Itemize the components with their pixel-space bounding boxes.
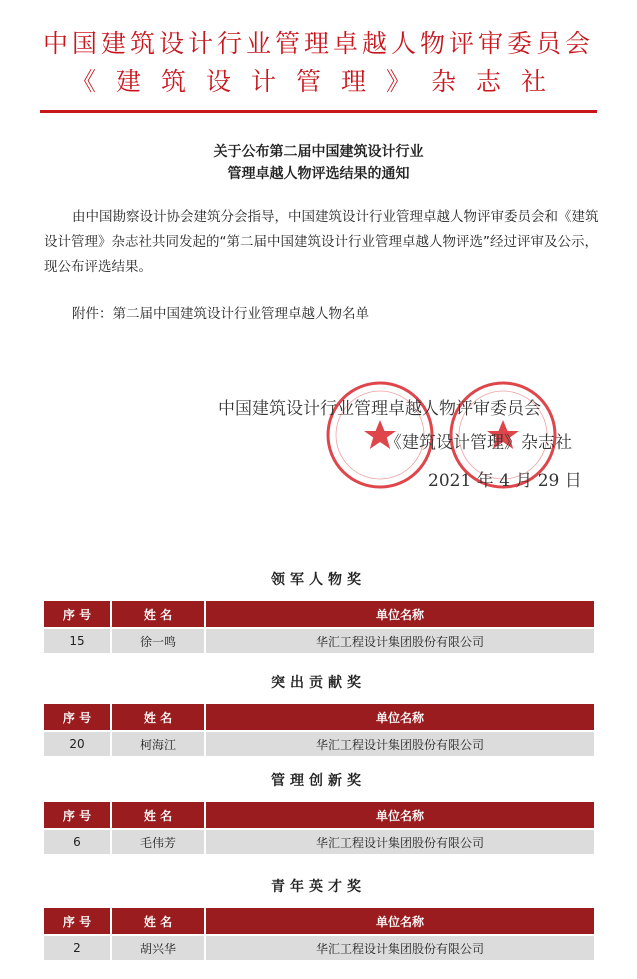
notice-attachment: 附件：第二届中国建筑设计行业管理卓越人物名单 bbox=[72, 306, 369, 322]
cell-org: 华汇工程设计集团股份有限公司 bbox=[206, 934, 594, 960]
award-table-contribution bbox=[42, 704, 596, 756]
col-header-org: 单位名称 bbox=[206, 908, 594, 934]
col-header-org: 单位名称 bbox=[206, 704, 594, 730]
award-title-leader: 领军人物奖 bbox=[271, 572, 366, 588]
table-row bbox=[44, 934, 594, 960]
header-magazine-name: 《建筑设计管理》杂志社 bbox=[70, 67, 566, 96]
col-header-index: 序 号 bbox=[44, 601, 110, 627]
award-title-youth: 青年英才奖 bbox=[271, 879, 366, 895]
cell-index: 2 bbox=[44, 934, 110, 960]
table-row bbox=[44, 828, 594, 854]
cell-index: 6 bbox=[44, 828, 110, 854]
cell-org: 华汇工程设计集团股份有限公司 bbox=[206, 627, 594, 653]
cell-index: 20 bbox=[44, 730, 110, 756]
table-row bbox=[44, 730, 594, 756]
cell-name: 胡兴华 bbox=[112, 934, 204, 960]
cell-index: 15 bbox=[44, 627, 110, 653]
col-header-org: 单位名称 bbox=[206, 802, 594, 828]
table-row bbox=[44, 627, 594, 653]
col-header-index: 序 号 bbox=[44, 704, 110, 730]
col-header-name: 姓 名 bbox=[112, 802, 204, 828]
col-header-org: 单位名称 bbox=[206, 601, 594, 627]
cell-name: 徐一鸣 bbox=[112, 627, 204, 653]
signature-committee: 中国建筑设计行业管理卓越人物评审委员会 bbox=[218, 399, 541, 419]
award-title-contribution: 突出贡献奖 bbox=[271, 675, 366, 691]
col-header-name: 姓 名 bbox=[112, 704, 204, 730]
notice-title-line1: 关于公布第二届中国建筑设计行业 bbox=[213, 144, 424, 160]
col-header-index: 序 号 bbox=[44, 908, 110, 934]
signature-magazine: 《建筑设计管理》杂志社 bbox=[385, 433, 572, 453]
col-header-index: 序 号 bbox=[44, 802, 110, 828]
award-table-innovation bbox=[42, 802, 596, 854]
award-table-leader bbox=[42, 601, 596, 653]
notice-body: 由中国勘察设计协会建筑分会指导，中国建筑设计行业管理卓越人物评审委员会和《建筑设计管理》杂志社共同发起的“第二届中国建筑设计行业管理卓越人物评选”经过评审及公示，现公布评选结果。 bbox=[44, 209, 599, 275]
award-table-youth bbox=[42, 908, 596, 960]
cell-org: 华汇工程设计集团股份有限公司 bbox=[206, 828, 594, 854]
award-title-innovation: 管理创新奖 bbox=[271, 773, 366, 789]
signature-date: 2021 年 4 月 29 日 bbox=[428, 471, 582, 491]
col-header-name: 姓 名 bbox=[112, 908, 204, 934]
col-header-name: 姓 名 bbox=[112, 601, 204, 627]
cell-org: 华汇工程设计集团股份有限公司 bbox=[206, 730, 594, 756]
header-committee-name: 中国建筑设计行业管理卓越人物评审委员会 bbox=[42, 29, 594, 58]
notice-title-line2: 管理卓越人物评选结果的通知 bbox=[227, 166, 410, 182]
cell-name: 毛伟芳 bbox=[112, 828, 204, 854]
cell-name: 柯海江 bbox=[112, 730, 204, 756]
